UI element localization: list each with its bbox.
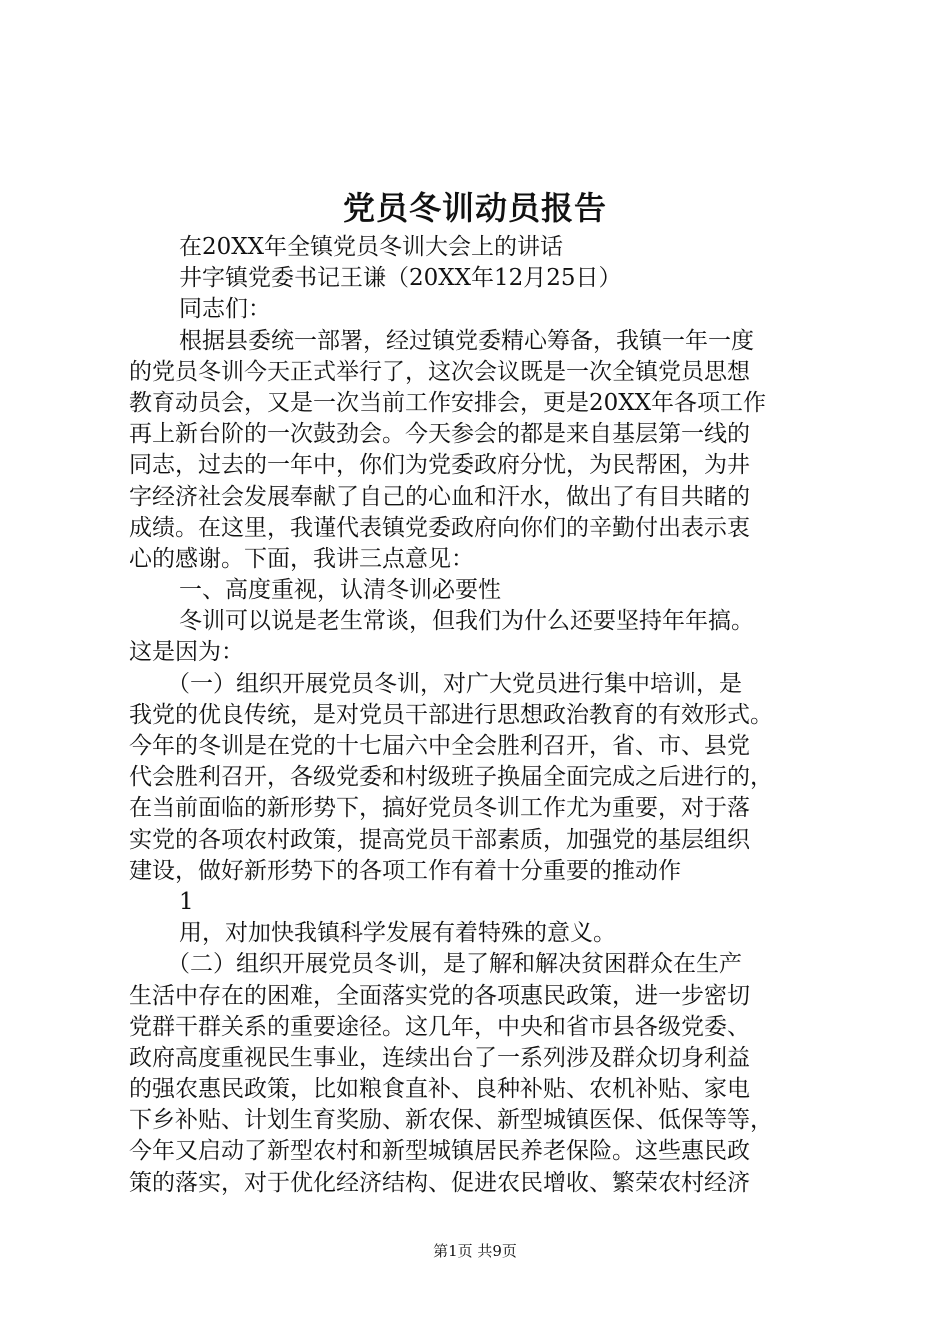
paragraph-line: 我党的优良传统，是对党员干部进行思想政治教育的有效形式。 bbox=[129, 701, 773, 728]
paragraph-line: 今年又启动了新型农村和新型城镇居民养老保险。这些惠民政 bbox=[129, 1138, 750, 1165]
paragraph-line: （一）组织开展党员冬训，对广大党员进行集中培训，是 bbox=[167, 670, 742, 697]
page-footer: 第1页 共9页 bbox=[433, 1242, 517, 1260]
paragraph-line: 字经济社会发展奉献了自己的心血和汗水，做出了有目共睹的 bbox=[129, 483, 750, 510]
paragraph-line: 的党员冬训今天正式举行了，这次会议既是一次全镇党员思想 bbox=[129, 358, 750, 385]
document-title: 党员冬训动员报告 bbox=[342, 189, 607, 227]
paragraph-line: 党群干群关系的重要途径。这几年，中央和省市县各级党委、 bbox=[129, 1013, 750, 1040]
inline-page-number: 1 bbox=[179, 888, 194, 915]
paragraph-line: 心的感谢。下面，我讲三点意见： bbox=[129, 545, 474, 572]
paragraph-line: 生活中存在的困难，全面落实党的各项惠民政策，进一步密切 bbox=[129, 982, 750, 1009]
paragraph-line: 教育动员会，又是一次当前工作安排会，更是20XX年各项工作 bbox=[129, 389, 767, 416]
paragraph-line: 下乡补贴、计划生育奖励、新农保、新型城镇医保、低保等等， bbox=[129, 1107, 773, 1134]
paragraph-line: 冬训可以说是老生常谈，但我们为什么还要坚持年年搞。 bbox=[179, 608, 754, 635]
salutation-line: 同志们： bbox=[179, 296, 271, 323]
paragraph-line: 政府高度重视民生事业，连续出台了一系列涉及群众切身利益 bbox=[129, 1044, 750, 1071]
paragraph-line: 成绩。在这里，我谨代表镇党委政府向你们的辛勤付出表示衷 bbox=[129, 514, 750, 541]
paragraph-line: （二）组织开展党员冬训，是了解和解决贫困群众在生产 bbox=[167, 951, 742, 978]
document-body bbox=[129, 232, 839, 1199]
subtitle-line: 在20XX年全镇党员冬训大会上的讲话 bbox=[179, 234, 564, 260]
paragraph-line: 根据县委统一部署，经过镇党委精心筹备，我镇一年一度 bbox=[179, 327, 754, 354]
paragraph-line: 代会胜利召开，各级党委和村级班子换届全面完成之后进行的， bbox=[129, 764, 773, 791]
paragraph-line: 再上新台阶的一次鼓劲会。今天参会的都是来自基层第一线的 bbox=[129, 421, 750, 448]
speaker-line: 井字镇党委书记王谦（20XX年12月25日） bbox=[179, 265, 622, 292]
section-heading: 一、高度重视，认清冬训必要性 bbox=[179, 577, 501, 604]
paragraph-line: 的强农惠民政策，比如粮食直补、良种补贴、农机补贴、家电 bbox=[129, 1076, 750, 1103]
paragraph-line: 实党的各项农村政策，提高党员干部素质，加强党的基层组织 bbox=[129, 826, 750, 853]
paragraph-line: 建设，做好新形势下的各项工作有着十分重要的推动作 bbox=[129, 857, 681, 884]
paragraph-line: 这是因为： bbox=[129, 639, 244, 666]
paragraph-line: 同志，过去的一年中，你们为党委政府分忧，为民帮困，为井 bbox=[129, 452, 750, 479]
paragraph-line: 策的落实，对于优化经济结构、促进农民增收、繁荣农村经济 bbox=[129, 1169, 750, 1196]
paragraph-line: 今年的冬训是在党的十七届六中全会胜利召开，省、市、县党 bbox=[129, 733, 750, 759]
paragraph-line: 用，对加快我镇科学发展有着特殊的意义。 bbox=[179, 920, 616, 947]
paragraph-line: 在当前面临的新形势下，搞好党员冬训工作尤为重要，对于落 bbox=[129, 795, 750, 822]
